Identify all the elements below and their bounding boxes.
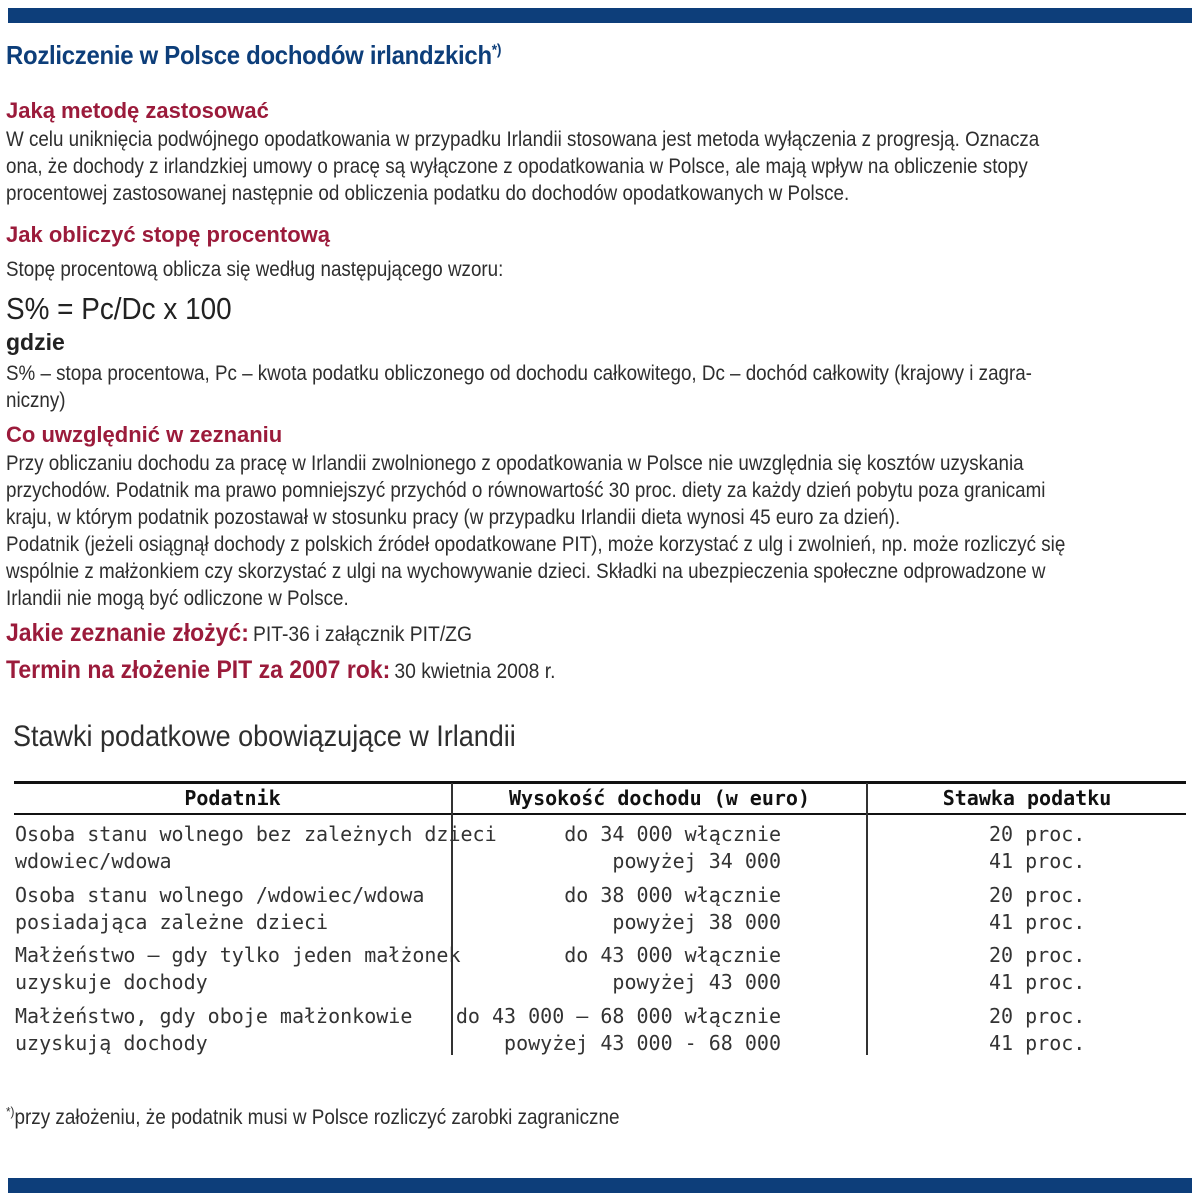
cell-line: 41 proc. xyxy=(989,1031,1086,1055)
filing-deadline xyxy=(6,656,556,685)
text-line: Irlandii nie mogą być odliczone w Polsce. xyxy=(6,587,349,610)
cell-line: Osoba stanu wolnego /wdowiec/wdowa xyxy=(15,883,425,907)
rate-formula: S% = Pc/Dc x 100 xyxy=(6,291,232,326)
table-row-1-dochod xyxy=(455,821,781,875)
form-to-file xyxy=(6,619,472,648)
cell-line: 20 proc. xyxy=(989,943,1086,967)
heading-rate: Jak obliczyć stopę procentową xyxy=(6,222,330,247)
table-row-2-podatnik xyxy=(15,882,424,936)
filing-deadline-value: 30 kwietnia 2008 r. xyxy=(394,660,556,683)
cell-line: powyżej 43 000 - 68 000 xyxy=(504,1031,781,1055)
paragraph-rate-intro xyxy=(6,256,1080,283)
cell-line: Małżeństwo, gdy oboje małżonkowie xyxy=(15,1004,413,1028)
table-row-2-stawka xyxy=(989,882,1085,936)
cell-line: powyżej 38 000 xyxy=(612,910,781,934)
cell-line: 20 proc. xyxy=(989,822,1086,846)
text-line: Przy obliczaniu dochodu za pracę w Irlandii zwolnionego z opodatkowania w Polsce nie uwzględnia się kosztów uzyskania xyxy=(6,452,1024,475)
text-line: S% – stopa procentowa, Pc – kwota podatku obliczonego od dochodu całkowitego, Dc – dochód całkowity (krajowy i zagra- xyxy=(6,362,1032,385)
page-title: Rozliczenie w Polsce dochodów irlandzkich*) xyxy=(6,40,502,70)
table-row-3-podatnik xyxy=(15,942,461,996)
table-row-4-stawka xyxy=(989,1003,1085,1057)
cell-line: 41 proc. xyxy=(989,910,1086,934)
cell-line: uzyskuje dochody xyxy=(15,970,208,994)
cell-line: 20 proc. xyxy=(989,1004,1086,1028)
heading-method: Jaką metodę zastosować xyxy=(6,98,269,123)
footnote xyxy=(6,1104,620,1130)
cell-line: Małżeństwo – gdy tylko jeden małżonek xyxy=(15,943,461,967)
text-line: W celu uniknięcia podwójnego opodatkowania w przypadku Irlandii stosowana jest metoda wyłączenia z progresją. Oznacza xyxy=(6,128,1040,151)
table-row-2-dochod xyxy=(455,882,781,936)
table-row-3-stawka xyxy=(989,942,1085,996)
cell-line: powyżej 43 000 xyxy=(612,970,781,994)
cell-line: do 43 000 – 68 000 włącznie xyxy=(455,1004,781,1028)
bottom-border-bar xyxy=(8,1178,1192,1193)
paragraph-declaration xyxy=(6,450,1080,612)
filing-deadline-label: Termin na złożenie PIT za 2007 rok: xyxy=(6,656,391,684)
column-divider xyxy=(866,783,868,1055)
cell-line: do 34 000 włącznie xyxy=(564,822,781,846)
text-line: ona, że dochody z irlandzkiej umowy o pracę są wyłączone z opodatkowania w Polsce, ale mają wpływ na obliczenie stopy xyxy=(6,155,1028,178)
form-to-file-value: PIT-36 i załącznik PIT/ZG xyxy=(252,623,473,646)
table-row-1-podatnik xyxy=(15,821,497,875)
text-line: Podatnik (jeżeli osiągnął dochody z polskich źródeł opodatkowane PIT), może korzystać z ulg i zwolnień, np. może rozliczyć się xyxy=(6,533,1066,556)
top-border-bar xyxy=(8,8,1192,23)
cell-line: 41 proc. xyxy=(989,849,1086,873)
cell-line: Osoba stanu wolnego bez zależnych dzieci xyxy=(15,822,497,846)
cell-line: do 38 000 włącznie xyxy=(564,883,781,907)
cell-line: do 43 000 włącznie xyxy=(564,943,781,967)
footnote-text: przy założeniu, że podatnik musi w Polsce rozliczyć zarobki zagraniczne xyxy=(14,1106,620,1129)
column-header-stawka: Stawka podatku xyxy=(942,786,1112,810)
form-to-file-label: Jakie zeznanie złożyć: xyxy=(6,619,249,647)
table-row-4-podatnik xyxy=(15,1003,412,1057)
table-row-3-dochod xyxy=(455,942,781,996)
column-header-dochod: Wysokość dochodu (w euro) xyxy=(508,786,811,810)
cell-line: uzyskują dochody xyxy=(15,1031,208,1055)
cell-line: posiadająca zależne dzieci xyxy=(15,910,329,934)
heading-declaration: Co uwzględnić w zeznaniu xyxy=(6,422,283,447)
cell-line: powyżej 34 000 xyxy=(612,849,781,873)
paragraph-rate-legend xyxy=(6,360,1080,414)
gdzie-label: gdzie xyxy=(6,329,65,355)
cell-line: 41 proc. xyxy=(989,970,1086,994)
text-line: procentowej zastosowanej następnie od obliczenia podatku do dochodów opodatkowanych w Polsce. xyxy=(6,182,850,205)
table-row-1-stawka xyxy=(989,821,1085,875)
table-header-rule xyxy=(14,813,1186,815)
text-line: wspólnie z małżonkiem czy skorzystać z ulgi na wychowywanie dzieci. Składki na ubezpieczenia społeczne odprowadzone w xyxy=(6,560,1046,583)
text-line: kraju, w którym podatnik pozostawał w stosunku pracy (w przypadku Irlandii dieta wynosi 45 euro za dzień). xyxy=(6,506,901,529)
paragraph-method xyxy=(6,126,1080,207)
text-line: przychodów. Podatnik ma prawo pomniejszyć przychód o równowartość 30 proc. diety za każdy dzień pobytu poza granicami xyxy=(6,479,1046,502)
text-line: niczny) xyxy=(6,389,66,412)
table-title: Stawki podatkowe obowiązujące w Irlandii xyxy=(13,720,516,753)
column-header-podatnik: Podatnik xyxy=(184,786,281,810)
title-footnote-mark: *) xyxy=(491,41,502,59)
cell-line: 20 proc. xyxy=(989,883,1086,907)
table-top-rule xyxy=(14,781,1186,784)
footnote-mark: *) xyxy=(6,1104,15,1119)
cell-line: wdowiec/wdowa xyxy=(15,849,172,873)
text-line: Stopę procentową oblicza się według następującego wzoru: xyxy=(6,258,504,281)
table-row-4-dochod xyxy=(455,1003,781,1057)
